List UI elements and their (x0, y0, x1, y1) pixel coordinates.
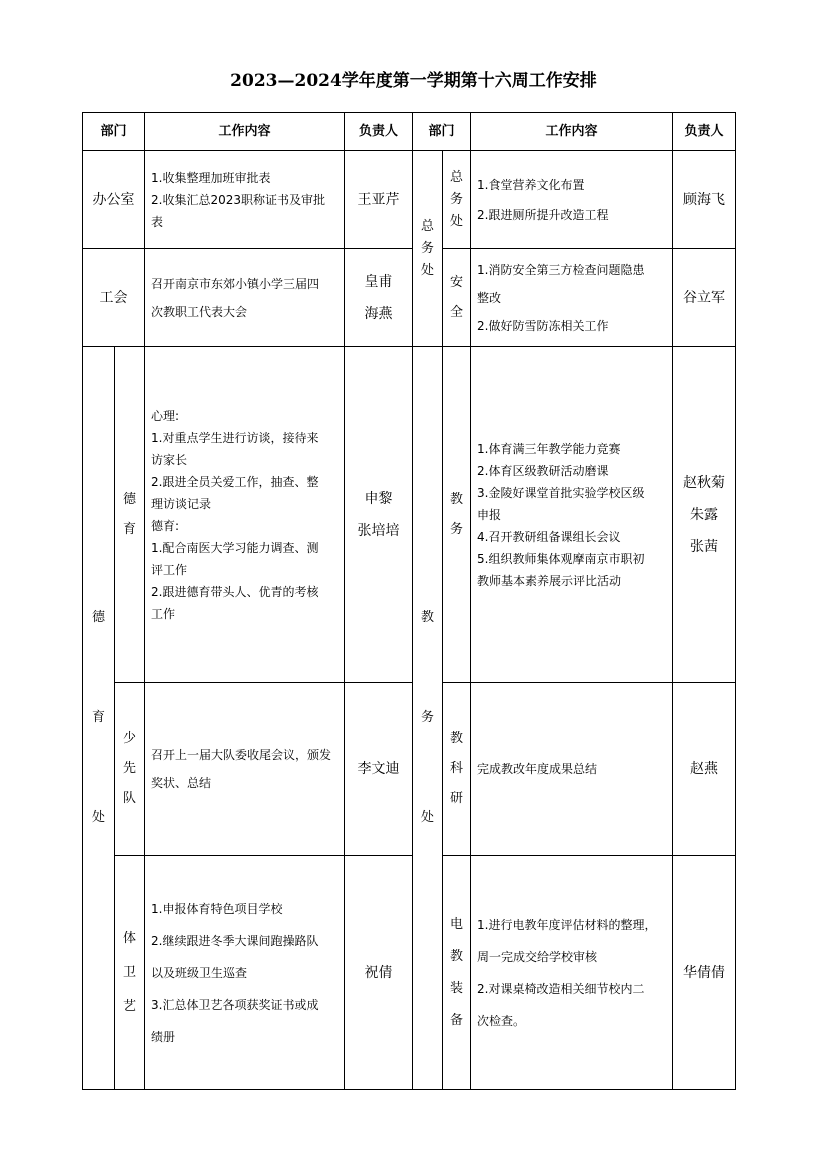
pioneers-resp: 李文迪 (345, 683, 413, 856)
list-item: 3.金陵好课堂首批实验学校区级 (477, 485, 645, 500)
dept-moral-education: 德 育 处 (83, 347, 115, 1090)
sub-safety: 安 全 (443, 249, 471, 347)
page-title: 2023—2024学年度第一学期第十六周工作安排 (230, 71, 597, 91)
list-item: 以及班级卫生巡查 (151, 965, 248, 980)
list-item: 2.收集汇总2023职称证书及审批 (151, 192, 326, 207)
list-item: 完成教改年度成果总结 (477, 762, 598, 776)
sub-research: 教 科 研 (443, 683, 471, 856)
list-item: 表 (151, 214, 164, 229)
list-item: 周一完成交给学校审核 (477, 949, 598, 964)
list-item: 绩册 (151, 1029, 176, 1044)
pioneers-content (145, 683, 345, 856)
list-item: 召开上一届大队委收尾会议，颁发 (151, 748, 332, 762)
list-item: 理访谈记录 (151, 496, 212, 511)
list-item: 心理: (151, 408, 180, 423)
list-item: 奖状、总结 (151, 776, 212, 790)
list-item: 次检查。 (477, 1013, 526, 1028)
union-resp: 皇甫 海燕 (345, 249, 413, 347)
list-item: 2.体育区级教研活动磨课 (477, 463, 609, 478)
list-item: 3.汇总体卫艺各项获奖证书或成 (151, 997, 319, 1012)
sub-pe-health-arts: 体 卫 艺 (115, 856, 145, 1090)
pe-content (145, 856, 345, 1090)
list-item: 1.食堂营养文化布置 (477, 177, 585, 192)
header-dept-right: 部门 (413, 113, 471, 151)
dept-academic-affairs: 教 务 处 (413, 347, 443, 1090)
list-item: 2.跟进德育带头人、优青的考核 (151, 584, 319, 599)
dept-general-affairs: 总 务 处 (413, 151, 443, 347)
header-content-right: 工作内容 (471, 113, 673, 151)
research-content (471, 683, 673, 856)
list-item: 5.组织教师集体观摩南京市职初 (477, 551, 645, 566)
list-item: 2.跟进厕所提升改造工程 (477, 207, 609, 222)
dept-union: 工会 (83, 249, 145, 347)
header-resp: 负责人 (345, 113, 413, 151)
list-item: 1.体育满三年教学能力竞赛 (477, 441, 621, 456)
schedule-table (82, 112, 736, 1090)
list-item: 2.跟进全员关爱工作，抽查、整 (151, 474, 319, 489)
list-item: 1.进行电教年度评估材料的整理， (477, 917, 657, 932)
av-content (471, 856, 673, 1090)
list-item: 整改 (477, 290, 502, 305)
moral-resp: 申黎 张培培 (345, 347, 413, 683)
list-item: 评工作 (151, 562, 188, 577)
list-item: 召开南京市东郊小镇小学三届四 (151, 276, 320, 291)
table-row (83, 249, 736, 347)
moral-content (145, 347, 345, 683)
office-resp: 王亚芹 (345, 151, 413, 249)
header-content: 工作内容 (145, 113, 345, 151)
list-item: 教师基本素养展示评比活动 (477, 573, 622, 588)
list-item: 访家长 (151, 452, 188, 467)
list-item: 1.申报体育特色项目学校 (151, 901, 283, 916)
list-item: 1.对重点学生进行访谈，接待来 (151, 430, 319, 445)
header-row (83, 113, 736, 151)
list-item: 2.继续跟进冬季大课间跑操路队 (151, 933, 319, 948)
list-item: 申报 (477, 507, 502, 522)
table-row (83, 856, 736, 1090)
research-resp: 赵燕 (673, 683, 736, 856)
header-resp-right: 负责人 (673, 113, 736, 151)
office-content (145, 151, 345, 249)
safety-resp: 谷立军 (673, 249, 736, 347)
sub-academic: 教 务 (443, 347, 471, 683)
academic-content (471, 347, 673, 683)
list-item: 4.召开教研组备课组长会议 (477, 529, 621, 544)
table-row (83, 683, 736, 856)
sub-pioneers: 少 先 队 (115, 683, 145, 856)
table-row (83, 347, 736, 683)
sub-moral: 德 育 (115, 347, 145, 683)
table-row (83, 151, 736, 249)
list-item: 德育: (151, 518, 180, 533)
dept-office: 办公室 (83, 151, 145, 249)
pe-resp: 祝倩 (345, 856, 413, 1090)
safety-content (471, 249, 673, 347)
list-item: 1.配合南医大学习能力调查、测 (151, 540, 319, 555)
list-item: 工作 (151, 606, 176, 621)
academic-resp: 赵秋菊 朱露 张茜 (673, 347, 736, 683)
list-item: 2.做好防雪防冻相关工作 (477, 318, 609, 333)
sub-general: 总 务 处 (443, 151, 471, 249)
list-item: 1.收集整理加班审批表 (151, 170, 271, 185)
general-resp: 顾海飞 (673, 151, 736, 249)
list-item: 1.消防安全第三方检查问题隐患 (477, 262, 645, 277)
header-dept: 部门 (83, 113, 145, 151)
list-item: 次教职工代表大会 (151, 304, 248, 319)
sub-av-equipment: 电 教 装 备 (443, 856, 471, 1090)
union-content (145, 249, 345, 347)
list-item: 2.对课桌椅改造相关细节校内二 (477, 981, 645, 996)
general-content (471, 151, 673, 249)
av-resp: 华倩倩 (673, 856, 736, 1090)
